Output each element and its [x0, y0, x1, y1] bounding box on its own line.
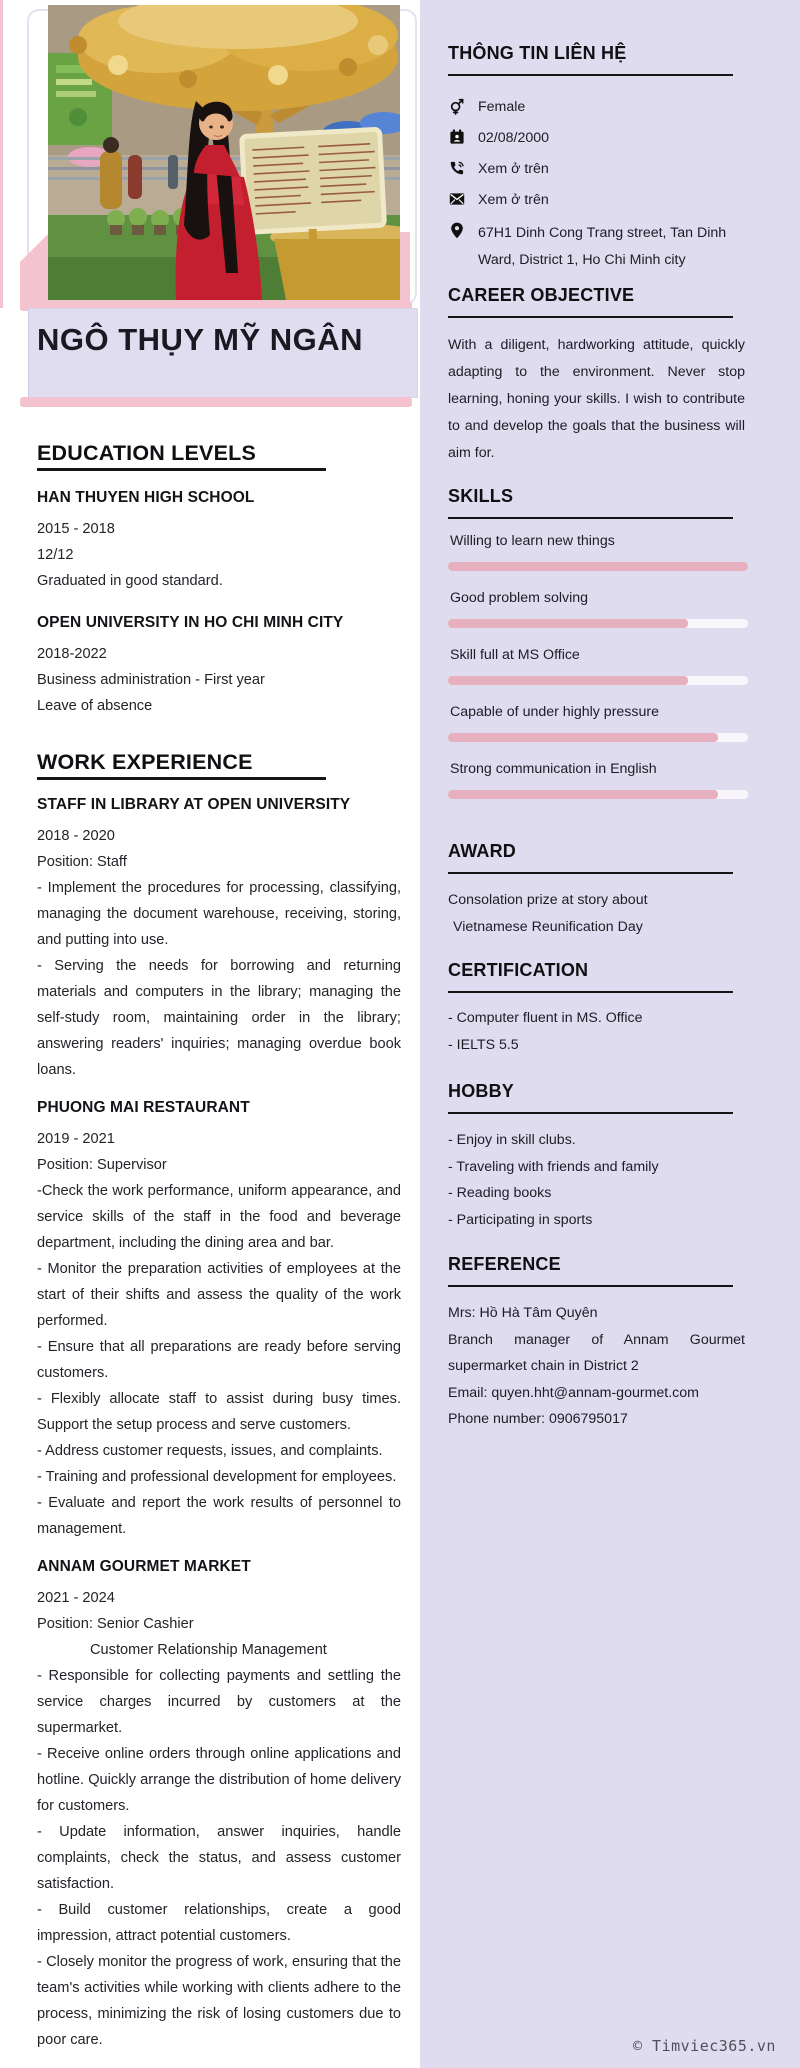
- work-entry-subtitle: Customer Relationship Management: [90, 1642, 327, 1658]
- reference-line: Email: quyen.hht@annam-gourmet.com: [448, 1384, 699, 1401]
- gender-icon: [448, 97, 466, 115]
- reference-line: Phone number: 0906795017: [448, 1411, 628, 1427]
- hobby-item: - Reading books: [448, 1185, 552, 1201]
- work-entry-title: ANNAM GOURMET MARKET: [37, 1558, 251, 1575]
- objective-text: With a diligent, hardworking attitude, quickly adapting to the environment. Never stop learning, honing your skills. I wish to contribute to and develop the goals that the business will aim for.: [448, 337, 745, 461]
- heading-underline: [448, 1285, 733, 1287]
- candidate-name: NGÔ THỤY MỸ NGÂN: [37, 322, 364, 357]
- skill-item: [448, 534, 745, 571]
- reference-heading: REFERENCE: [448, 1254, 561, 1274]
- hobby-heading: HOBBY: [448, 1081, 515, 1101]
- work-entry-line: Position: Supervisor: [37, 1157, 167, 1173]
- work-entry-bullet: - Flexibly allocate staff to assist during busy times. Support the setup process and serve customers.: [37, 1391, 401, 1433]
- certification-heading: CERTIFICATION: [448, 960, 589, 980]
- work-entry-title: STAFF IN LIBRARY AT OPEN UNIVERSITY: [37, 796, 351, 813]
- education-entry: [37, 614, 401, 719]
- work-entry: [37, 796, 401, 1083]
- skill-bar-fill: [448, 733, 718, 742]
- education-entry-line: Business administration - First year: [37, 672, 265, 688]
- skill-item: [448, 705, 745, 742]
- skill-bar-track: [448, 676, 748, 685]
- heading-underline: [37, 777, 326, 780]
- heading-underline: [448, 872, 733, 874]
- location-icon: [448, 221, 466, 239]
- contact-heading: THÔNG TIN LIÊN HỆ: [448, 43, 627, 63]
- work-entry-bullet: - Build customer relationships, create a good impression, attract potential customers.: [37, 1902, 401, 1944]
- work-entry-bullet: - Ensure that all preparations are ready before serving customers.: [37, 1339, 401, 1381]
- education-entry-title: OPEN UNIVERSITY IN HO CHI MINH CITY: [37, 614, 344, 631]
- work-entry-bullet: - Monitor the preparation activities of employees at the start of their shifts and assess the quality of the work performed.: [37, 1261, 401, 1329]
- heading-underline: [448, 74, 733, 76]
- skill-bar-track: [448, 562, 748, 571]
- work-entry-bullet: - Closely monitor the progress of work, ensuring that the team's activities while working with clients adhere to the process, minimizing the risk of losing customers due to poor care.: [37, 1954, 401, 2048]
- contact-list: [448, 96, 745, 274]
- education-entry: [37, 489, 401, 594]
- skill-bar-fill: [448, 790, 718, 799]
- hobby-item: - Participating in sports: [448, 1211, 593, 1228]
- heading-underline: [448, 517, 733, 519]
- work-entry: [37, 1558, 401, 2053]
- education-entry-line: 2018-2022: [37, 646, 107, 662]
- work-entry-bullet: - Implement the procedures for processing, classifying, managing the document warehouse, receiving, storing, and putting into use.: [37, 880, 401, 948]
- pink-band-bottom: [20, 397, 412, 407]
- hobby-list: [448, 1127, 745, 1233]
- contact-row: [448, 189, 745, 211]
- section-contact: [448, 44, 745, 274]
- work-entry-line: 2018 - 2020: [37, 828, 115, 844]
- skill-item: [448, 591, 745, 628]
- education-entry-line: 2015 - 2018: [37, 521, 115, 537]
- section-skills: [448, 487, 745, 799]
- contact-value: Xem ở trên: [478, 192, 549, 208]
- education-entry-line: Leave of absence: [37, 698, 153, 714]
- work-entry-line: 2019 - 2021: [37, 1131, 115, 1147]
- certification-item: - Computer fluent in MS. Office: [448, 1010, 643, 1026]
- contact-value: Xem ở trên: [478, 161, 549, 177]
- education-heading: EDUCATION LEVELS: [37, 441, 257, 465]
- contact-value: 02/08/2000: [478, 130, 550, 146]
- skill-bar-fill: [448, 676, 688, 685]
- hobby-item: - Enjoy in skill clubs.: [448, 1132, 576, 1148]
- skill-label: Skill full at MS Office: [450, 647, 580, 663]
- work-entry-bullet: - Responsible for collecting payments and settling the service charges incurred by customers at the supermarket.: [37, 1668, 401, 1736]
- skills-list: [448, 534, 745, 799]
- objective-heading: CAREER OBJECTIVE: [448, 285, 635, 305]
- skill-item: [448, 762, 745, 799]
- contact-value: 67H1 Dinh Cong Trang street, Tan Dinh Ward, District 1, Ho Chi Minh city: [478, 225, 727, 268]
- contact-row: [448, 127, 745, 149]
- work-entry-title: PHUONG MAI RESTAURANT: [37, 1099, 250, 1116]
- heading-underline: [448, 1112, 733, 1114]
- work-entry-bullet: - Training and professional development for employees.: [37, 1469, 397, 1485]
- mail-icon: [448, 190, 466, 208]
- work-entry-line: Position: Staff: [37, 854, 127, 870]
- work-heading: WORK EXPERIENCE: [37, 750, 253, 774]
- name-card: [28, 308, 418, 398]
- profile-photo-illustration: [48, 5, 400, 300]
- work-entry-line: 2021 - 2024: [37, 1590, 115, 1606]
- work-entry-bullet: - Address customer requests, issues, and complaints.: [37, 1443, 383, 1459]
- section-career-objective: [448, 286, 745, 467]
- education-entry-title: HAN THUYEN HIGH SCHOOL: [37, 489, 255, 506]
- contact-value: Female: [478, 99, 526, 115]
- section-award: [448, 842, 745, 940]
- skill-label: Willing to learn new things: [450, 533, 615, 549]
- phone-icon: [448, 159, 466, 177]
- profile-photo: [48, 5, 400, 300]
- reference-line: Branch manager of Annam Gourmet supermarket chain in District 2: [448, 1331, 745, 1374]
- skill-bar-track: [448, 790, 748, 799]
- award-lines: [448, 887, 745, 940]
- reference-line: Mrs: Hồ Hà Tâm Quyên: [448, 1305, 598, 1321]
- skill-label: Good problem solving: [450, 590, 589, 606]
- calendar-icon: [448, 128, 466, 146]
- section-reference: [448, 1255, 745, 1433]
- contact-row: [448, 158, 745, 180]
- skill-bar-fill: [448, 619, 688, 628]
- skill-label: Strong communication in English: [450, 761, 657, 777]
- heading-underline: [448, 991, 733, 993]
- skill-bar-fill: [448, 562, 748, 571]
- skill-bar-track: [448, 619, 748, 628]
- work-entry: [37, 1099, 401, 1542]
- work-entry-line: Position: Senior Cashier: [37, 1616, 194, 1632]
- section-hobby: [448, 1082, 745, 1233]
- skill-bar-track: [448, 733, 748, 742]
- certification-list: [448, 1005, 745, 1058]
- skill-item: [448, 648, 745, 685]
- left-edge-accent: [0, 0, 3, 308]
- heading-underline: [37, 468, 326, 471]
- skill-label: Capable of under highly pressure: [450, 704, 660, 720]
- education-entry-line: 12/12: [37, 547, 74, 563]
- skills-heading: SKILLS: [448, 486, 514, 506]
- award-line: Vietnamese Reunification Day: [453, 918, 643, 935]
- left-column: [37, 442, 401, 2053]
- hobby-item: - Traveling with friends and family: [448, 1158, 659, 1175]
- award-heading: AWARD: [448, 841, 516, 861]
- work-entry-bullet: - Receive online orders through online applications and hotline. Quickly arrange the distribution of home delivery for customers.: [37, 1746, 401, 1814]
- award-line: Consolation prize at story about: [448, 892, 648, 908]
- contact-row: [448, 220, 745, 274]
- reference-lines: [448, 1300, 745, 1433]
- work-entry-bullet: - Update information, answer inquiries, handle complaints, check the status, and assess customer satisfaction.: [37, 1824, 401, 1892]
- section-work-experience: [37, 751, 401, 2053]
- education-entry-line: Graduated in good standard.: [37, 573, 223, 589]
- section-education: [37, 442, 401, 719]
- work-entry-bullet: - Evaluate and report the work results of personnel to management.: [37, 1495, 401, 1537]
- work-entry-bullet: -Check the work performance, uniform appearance, and service skills of the staff in the food and beverage department, including the dining area and bar.: [37, 1183, 401, 1251]
- education-entries: [37, 489, 401, 719]
- section-certification: [448, 961, 745, 1058]
- contact-row: [448, 96, 745, 118]
- work-entries: [37, 796, 401, 2053]
- right-column: [448, 44, 745, 1433]
- certification-item: - IELTS 5.5: [448, 1036, 519, 1053]
- heading-underline: [448, 316, 733, 318]
- site-watermark: © Timviec365.vn: [633, 2037, 776, 2055]
- work-entry-bullet: - Serving the needs for borrowing and returning materials and computers in the library; managing the self-study room, maintaining order in the library; answering readers' inquiries; managing overdue book loans.: [37, 958, 401, 1078]
